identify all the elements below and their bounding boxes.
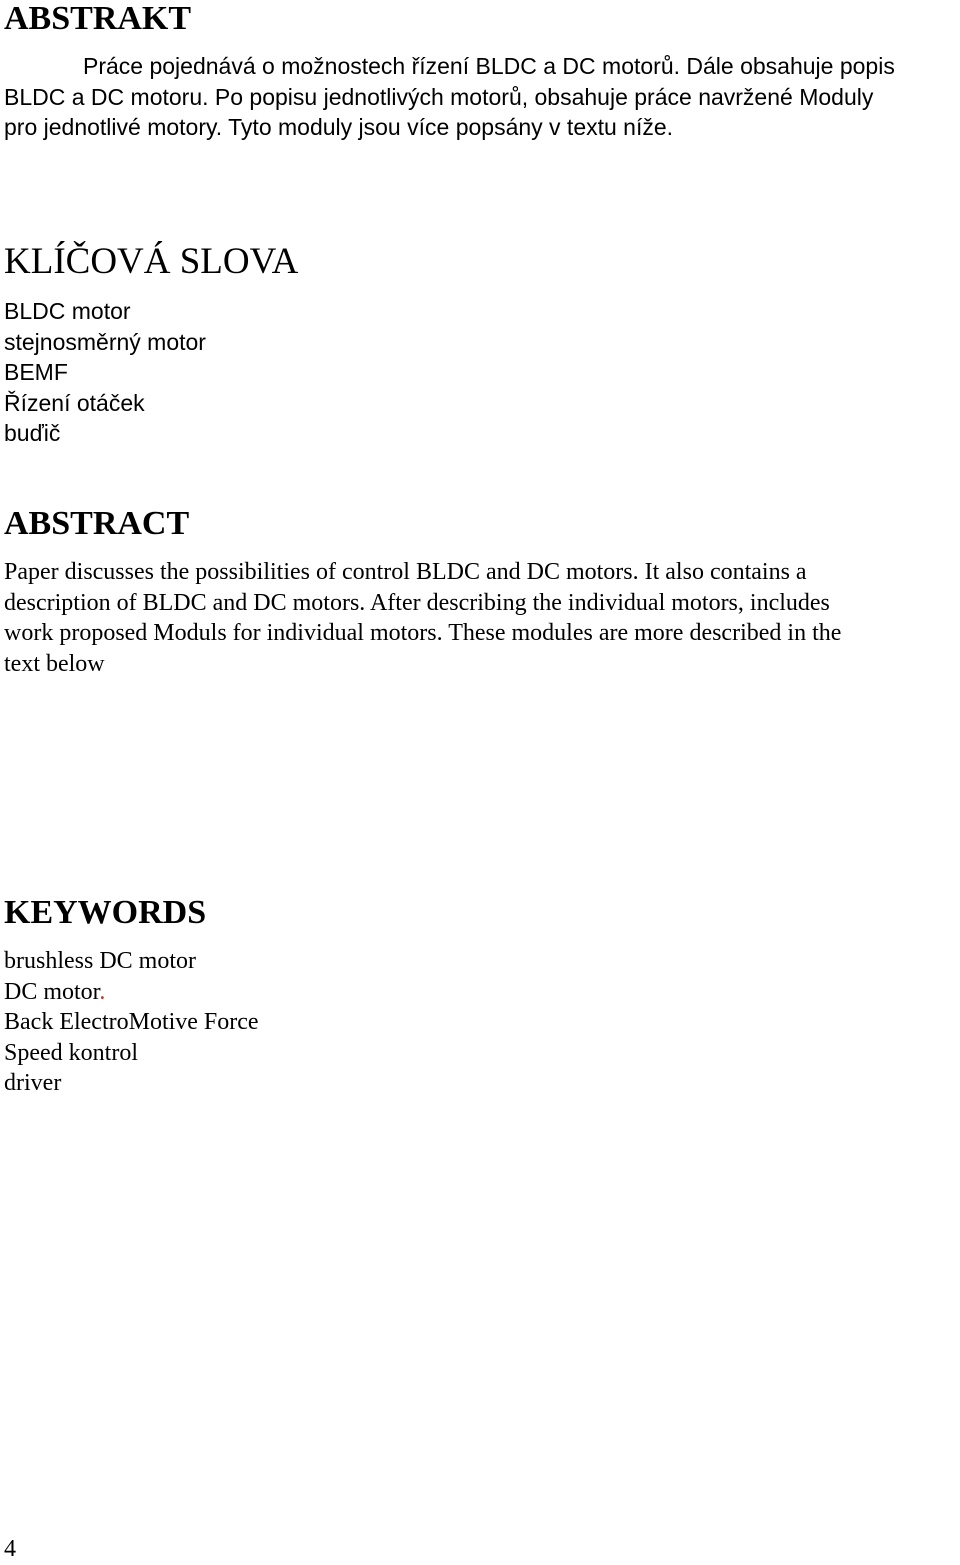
- keyword-item: Řízení otáček: [4, 389, 145, 416]
- abstrakt-line: Práce pojednává o možnostech řízení BLDC a DC motorů. Dále obsahuje popis: [83, 53, 895, 79]
- klicova-slova-heading: KLÍČOVÁ SLOVA: [4, 241, 299, 282]
- keyword-item: BLDC motor: [4, 298, 131, 324]
- abstract-line: work proposed Moduls for individual motors. These modules are more described in the: [4, 620, 842, 646]
- abstrakt-heading: ABSTRAKT: [4, 0, 192, 37]
- keyword-item: brushless DC motor: [4, 948, 196, 974]
- keyword-item: buďič: [4, 420, 61, 446]
- abstrakt-paragraph: [4, 51, 960, 143]
- abstract-line: text below: [4, 650, 105, 677]
- keyword-item: Speed kontrol: [4, 1039, 138, 1066]
- klicova-slova-list: [4, 296, 960, 449]
- keyword-item: [4, 977, 960, 1008]
- keyword-item: stejnosměrný motor: [4, 328, 206, 355]
- abstrakt-line: pro jednotlivé motory. Tyto moduly jsou více popsány v textu níže.: [4, 114, 674, 140]
- abstrakt-line: BLDC a DC motoru. Po popisu jednotlivých motorů, obsahuje práce navržené Moduly: [4, 83, 874, 110]
- keyword-item: Back ElectroMotive Force: [4, 1009, 259, 1035]
- keyword-item: driver: [4, 1070, 62, 1096]
- keyword-item-text: DC motor: [4, 978, 100, 1005]
- keyword-item-period: .: [99, 978, 106, 1005]
- abstract-line: Paper discusses the possibilities of control BLDC and DC motors. It also contains a: [4, 559, 807, 585]
- abstract-paragraph: [4, 557, 960, 679]
- abstract-line: description of BLDC and DC motors. After describing the individual motors, includes: [4, 589, 830, 616]
- abstract-heading: ABSTRACT: [4, 505, 190, 542]
- keywords-heading: KEYWORDS: [4, 894, 207, 931]
- keyword-item: BEMF: [4, 359, 68, 385]
- page-number: 4: [4, 1536, 16, 1562]
- keywords-list: [4, 946, 960, 1099]
